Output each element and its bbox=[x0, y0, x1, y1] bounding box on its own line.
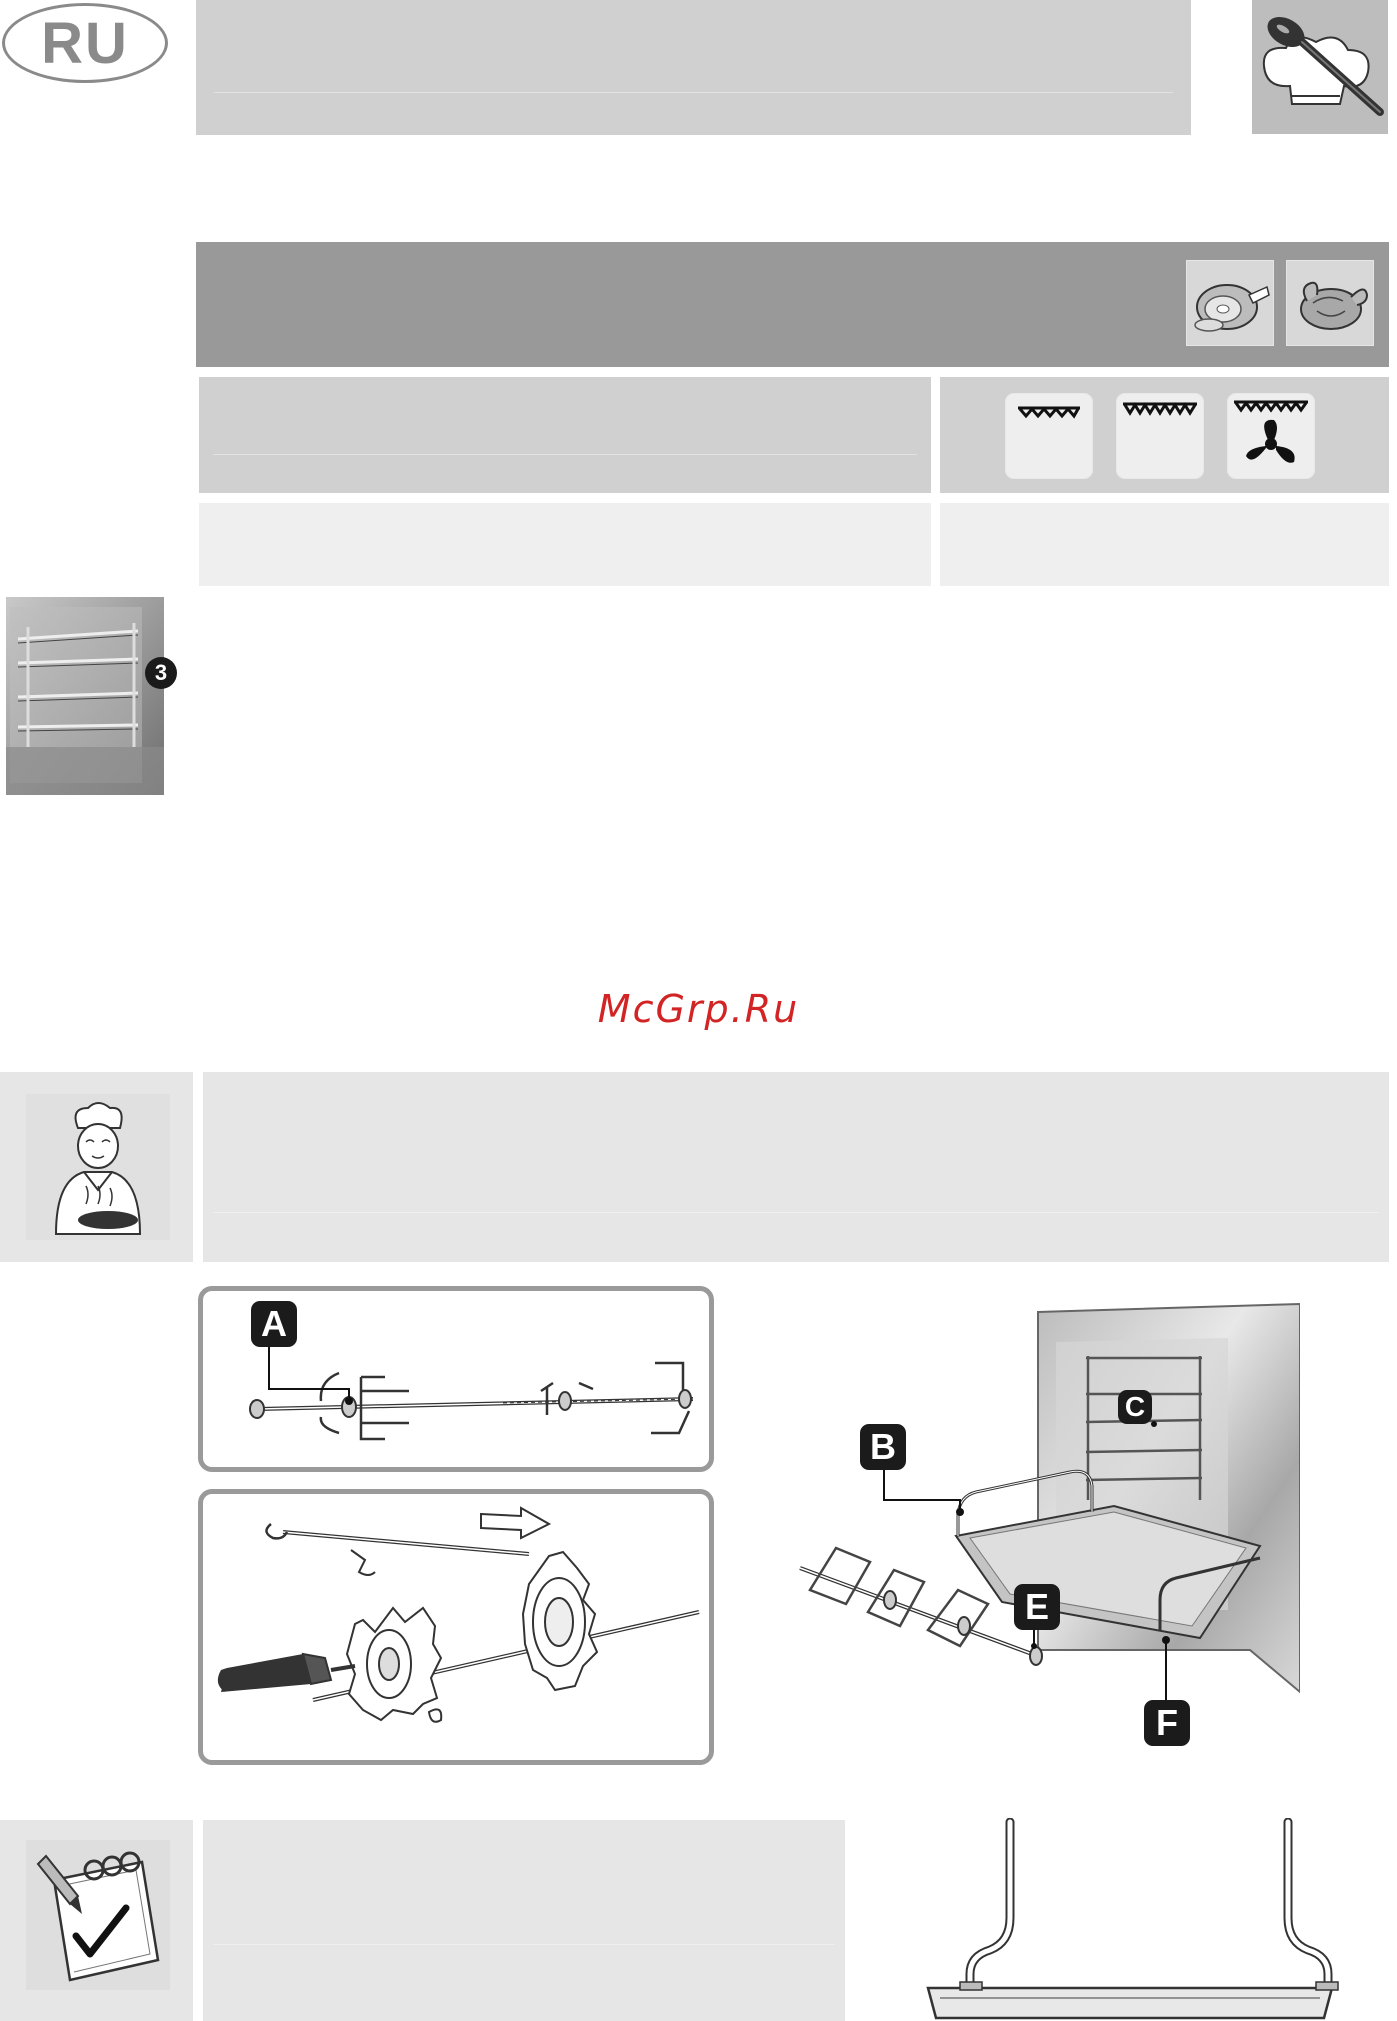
label-b: B bbox=[860, 1424, 906, 1470]
oven-shelf-position-image bbox=[6, 597, 164, 795]
mode-value-cell bbox=[940, 503, 1389, 586]
section-header bbox=[196, 242, 1389, 367]
ham-icon bbox=[1186, 260, 1274, 346]
note-text-panel bbox=[203, 1820, 845, 2021]
spoon-chef-hat-icon bbox=[1252, 0, 1388, 134]
parameter-label-cell bbox=[199, 377, 931, 493]
label-e: E bbox=[1014, 1584, 1060, 1630]
tip-divider bbox=[213, 1212, 1379, 1213]
label-f: F bbox=[1144, 1700, 1190, 1746]
roast-chicken-icon bbox=[1286, 260, 1374, 346]
tip-text-panel bbox=[203, 1072, 1389, 1262]
tip-icon-cell bbox=[0, 1072, 193, 1262]
language-code: RU bbox=[41, 10, 129, 76]
oven-rotisserie-diagram bbox=[780, 1300, 1300, 1790]
top-heating-icon bbox=[1005, 393, 1093, 479]
grill-heating-icon bbox=[1116, 393, 1204, 479]
header-bar bbox=[196, 0, 1191, 135]
shelf-level-badge bbox=[145, 657, 177, 689]
parameter-divider bbox=[213, 454, 917, 455]
fork-assembly-diagram bbox=[198, 1489, 714, 1765]
header-divider bbox=[214, 92, 1173, 93]
chef-icon bbox=[26, 1094, 170, 1240]
label-a: A bbox=[251, 1301, 297, 1347]
cooking-mode-cell bbox=[940, 377, 1389, 493]
notepad-check-icon bbox=[26, 1840, 170, 1990]
grill-fan-icon bbox=[1227, 393, 1315, 479]
watermark: McGrp.Ru bbox=[597, 987, 800, 1031]
language-badge bbox=[2, 3, 168, 83]
note-icon-cell bbox=[0, 1820, 193, 2021]
note-divider bbox=[213, 1944, 835, 1945]
spit-support-frame-diagram bbox=[920, 1818, 1340, 2021]
label-c: C bbox=[1118, 1390, 1152, 1424]
shelf-level-number: 3 bbox=[154, 660, 168, 685]
parameter-value-cell bbox=[199, 503, 931, 586]
spit-forks-diagram bbox=[198, 1286, 714, 1472]
